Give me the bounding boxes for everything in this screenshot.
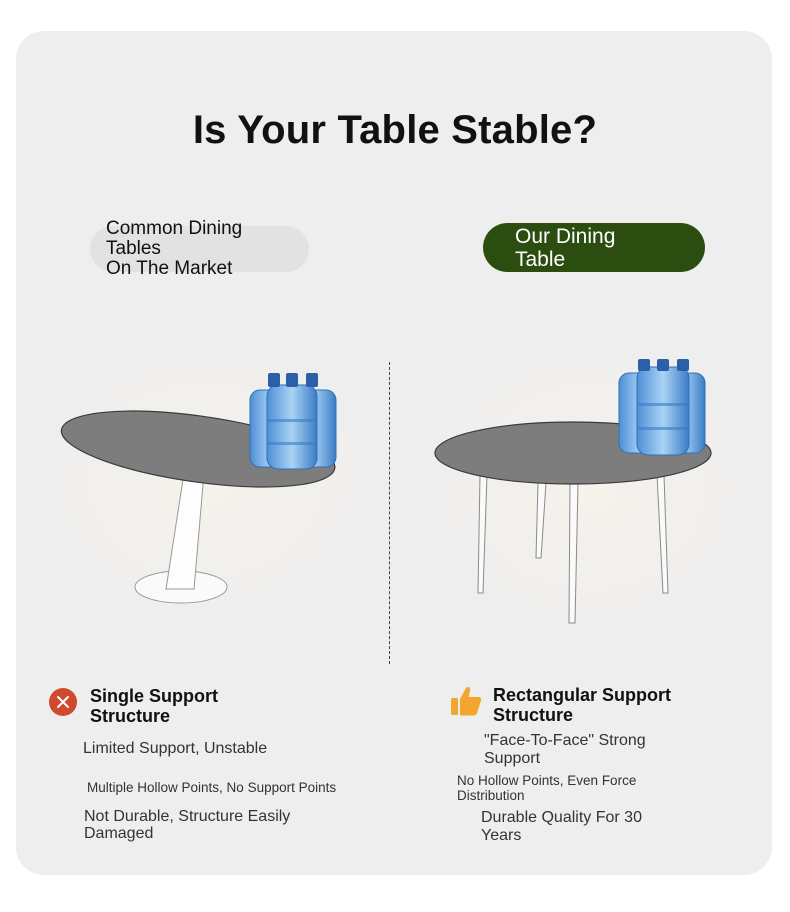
- our-table-badge: [483, 223, 705, 272]
- x-circle-icon: [49, 688, 77, 716]
- left-feature-item: Limited Support, Unstable: [83, 740, 268, 757]
- left-feature-title-line2: Structure: [90, 706, 171, 726]
- common-tables-badge-line1: Common Dining Tables: [106, 218, 243, 259]
- common-tables-badge: [90, 218, 309, 279]
- right-feature-title-line2: Structure: [493, 705, 574, 725]
- right-feature-item: Durable Quality For 30 Years: [481, 809, 642, 844]
- pedestal-table-illustration: [40, 345, 370, 615]
- page-title: Is Your Table Stable?: [192, 108, 598, 152]
- left-feature-title: [90, 686, 218, 726]
- water-jugs-right: [619, 359, 705, 455]
- right-feature-title: [493, 685, 671, 725]
- left-feature-item: Multiple Hollow Points, No Support Points: [87, 780, 337, 795]
- right-feature-title-line1: Rectangular Support: [493, 685, 672, 705]
- thumbs-up-icon: [449, 684, 483, 718]
- our-table-badge-line2: Table: [515, 247, 566, 271]
- right-feature-item: No Hollow Points, Even Force Distribution: [457, 773, 637, 803]
- right-feature-item: "Face-To-Face" Strong Support: [484, 732, 646, 767]
- section-divider: [389, 362, 390, 664]
- four-leg-table-illustration: [425, 345, 750, 630]
- common-tables-badge-line2: On The Market: [106, 258, 233, 279]
- left-feature-title-line1: Single Support: [90, 686, 218, 706]
- left-feature-item: Not Durable, Structure Easily Damaged: [84, 808, 291, 842]
- our-table-badge-line1: Our Dining: [515, 224, 616, 248]
